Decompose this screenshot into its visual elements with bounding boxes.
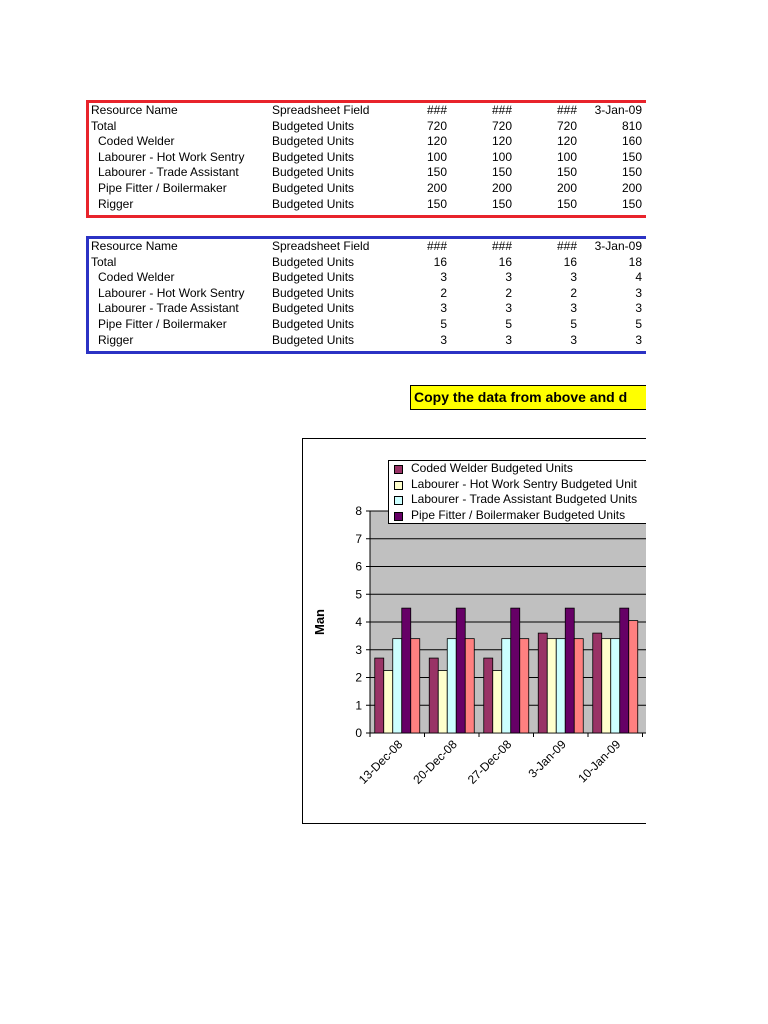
resource-name-cell: Rigger [98,196,134,211]
y-tick-label: 8 [355,504,362,518]
spreadsheet-field-cell: Budgeted Units [272,196,355,211]
resource-name-cell: Rigger [98,332,134,347]
spreadsheet-field-cell: Budgeted Units [272,254,355,269]
value-cell: 200 [556,180,577,195]
spreadsheet-field-cell: Budgeted Units [272,149,355,164]
spreadsheet-field-cell: Budgeted Units [272,180,355,195]
bar [393,639,402,733]
value-cell: 200 [426,180,447,195]
table-row [89,301,646,317]
value-cell: 16 [563,254,577,269]
y-tick-label: 0 [355,726,362,740]
table-row [89,181,646,197]
y-tick-label: 6 [355,559,362,574]
bar [384,671,393,733]
value-cell: 5 [440,316,447,331]
value-cell: 3 [440,332,447,347]
legend-swatch [394,496,403,505]
legend-swatch [394,512,403,521]
header-date: ### [491,239,512,253]
y-tick-label: 7 [355,531,362,546]
value-cell: 3 [505,270,512,285]
legend-item [389,508,646,524]
table-header-row [89,239,646,255]
y-tick-label: 2 [355,670,362,685]
value-cell: 150 [621,196,642,211]
value-cell: 3 [570,301,577,316]
bar [493,671,502,733]
table-row [89,119,646,135]
bar [547,639,556,733]
value-cell: 150 [491,196,512,211]
resource-name-cell: Pipe Fitter / Boilermaker [98,180,227,195]
header-date: ### [491,103,512,117]
spreadsheet-field-cell: Budgeted Units [272,332,355,347]
value-cell: 3 [505,301,512,316]
resource-chart [302,438,678,824]
value-cell: 120 [491,134,512,149]
value-cell: 2 [505,285,512,300]
bar [565,608,574,733]
value-cell: 3 [440,301,447,316]
header-resource-name: Resource Name [91,239,178,253]
header-date: ### [556,239,577,253]
chart-legend [388,460,646,524]
bar [520,639,529,733]
value-cell: 3 [505,332,512,347]
value-cell: 3 [440,270,447,285]
resource-name-cell: Labourer - Hot Work Sentry [98,285,245,300]
legend-label: Labourer - Trade Assistant Budgeted Units [411,492,638,506]
spreadsheet-field-cell: Budgeted Units [272,316,355,331]
spreadsheet-field-cell: Budgeted Units [272,134,355,149]
value-cell: 4 [635,270,642,285]
x-tick-label: 13-Dec-08 [355,737,406,787]
table-header-row [89,103,646,119]
y-tick-label: 4 [355,615,362,629]
header-date: 3-Jan-09 [594,103,642,117]
x-tick-label: 10-Jan-09 [575,737,624,786]
table-row [89,165,646,181]
resource-name-cell: Total [91,254,117,269]
table-row [89,317,646,333]
header-spreadsheet-field: Spreadsheet Field [272,103,370,117]
table-row [89,150,646,166]
budgeted-units-table [86,100,646,218]
value-cell: 120 [556,134,577,149]
value-cell: 150 [556,165,577,180]
header-date: ### [426,239,447,253]
header-date: ### [556,103,577,117]
spreadsheet-field-cell: Budgeted Units [272,285,355,300]
bar [574,639,583,733]
value-cell: 16 [498,254,512,269]
value-cell: 5 [570,316,577,331]
resource-name-cell: Labourer - Trade Assistant [98,301,239,316]
y-tick-label: 3 [355,642,362,657]
spreadsheet-field-cell: Budgeted Units [272,301,355,316]
y-tick-label: 5 [355,587,362,602]
spreadsheet-field-cell: Budgeted Units [272,270,355,285]
resource-name-cell: Labourer - Trade Assistant [98,165,239,180]
resource-name-cell: Coded Welder [98,270,175,285]
bar [502,639,511,733]
bar [593,633,602,733]
bar [438,671,447,733]
legend-label: Labourer - Hot Work Sentry Budgeted Unit [411,476,637,491]
legend-label: Pipe Fitter / Boilermaker Budgeted Units [411,507,626,522]
header-date: ### [426,103,447,117]
legend-item [389,461,646,477]
bar [484,658,493,733]
value-cell: 720 [491,118,512,133]
value-cell: 3 [635,285,642,300]
value-cell: 2 [440,285,447,300]
spreadsheet-field-cell: Budgeted Units [272,165,355,180]
legend-label: Coded Welder Budgeted Units [411,461,573,475]
bar [629,621,638,733]
value-cell: 720 [556,118,577,133]
bar [611,639,620,733]
bar [402,608,411,733]
bar [556,639,565,733]
value-cell: 200 [491,180,512,195]
value-cell: 5 [505,316,512,331]
x-tick-label: 3-Jan-09 [525,737,569,781]
resource-name-cell: Pipe Fitter / Boilermaker [98,316,227,331]
instruction-note: Copy the data from above and d [410,385,646,410]
table-row [89,286,646,302]
legend-swatch [394,465,403,474]
value-cell: 16 [433,254,447,269]
y-tick-label: 1 [355,698,362,713]
value-cell: 810 [621,118,642,133]
x-tick-label: 27-Dec-08 [464,737,515,787]
x-tick-label: 20-Dec-08 [410,737,460,787]
header-resource-name: Resource Name [91,103,178,117]
resource-name-cell: Total [91,118,117,133]
value-cell: 150 [621,149,642,164]
bar [375,658,384,733]
value-cell: 720 [426,118,447,133]
value-cell: 3 [635,332,642,347]
value-cell: 150 [426,196,447,211]
value-cell: 2 [570,285,577,300]
bar [411,639,420,733]
value-cell: 120 [426,134,447,149]
bar [602,639,611,733]
value-cell: 3 [570,332,577,347]
spreadsheet-field-cell: Budgeted Units [272,118,355,133]
header-spreadsheet-field: Spreadsheet Field [272,239,370,253]
bar [465,639,474,733]
value-cell: 5 [635,316,642,331]
value-cell: 160 [621,134,642,149]
table-row [89,333,646,349]
value-cell: 150 [621,165,642,180]
value-cell: 200 [621,180,642,195]
value-cell: 3 [635,301,642,316]
value-cell: 100 [426,149,447,164]
resource-name-cell: Labourer - Hot Work Sentry [98,149,245,164]
table-row [89,255,646,271]
legend-item [389,477,646,493]
bar [538,633,547,733]
value-cell: 150 [426,165,447,180]
bar [456,608,465,733]
chart-svg: 012345678Man13-Dec-08 20-Dec-08 27-Dec-08 3-Jan-09 10-Jan-09 17- [303,439,646,825]
legend-item [389,492,646,508]
y-axis-label: Man [312,609,327,635]
bar [447,639,456,733]
table-row [89,270,646,286]
budgeted-people-table [86,236,646,354]
bar [511,608,520,733]
value-cell: 100 [491,149,512,164]
table-row [89,134,646,150]
value-cell: 150 [556,196,577,211]
value-cell: 150 [491,165,512,180]
value-cell: 18 [628,254,642,269]
bar [429,658,438,733]
resource-name-cell: Coded Welder [98,134,175,149]
legend-swatch [394,481,403,490]
table-row [89,197,646,213]
header-date: 3-Jan-09 [594,239,642,253]
value-cell: 3 [570,270,577,285]
value-cell: 100 [556,149,577,164]
bar [620,608,629,733]
